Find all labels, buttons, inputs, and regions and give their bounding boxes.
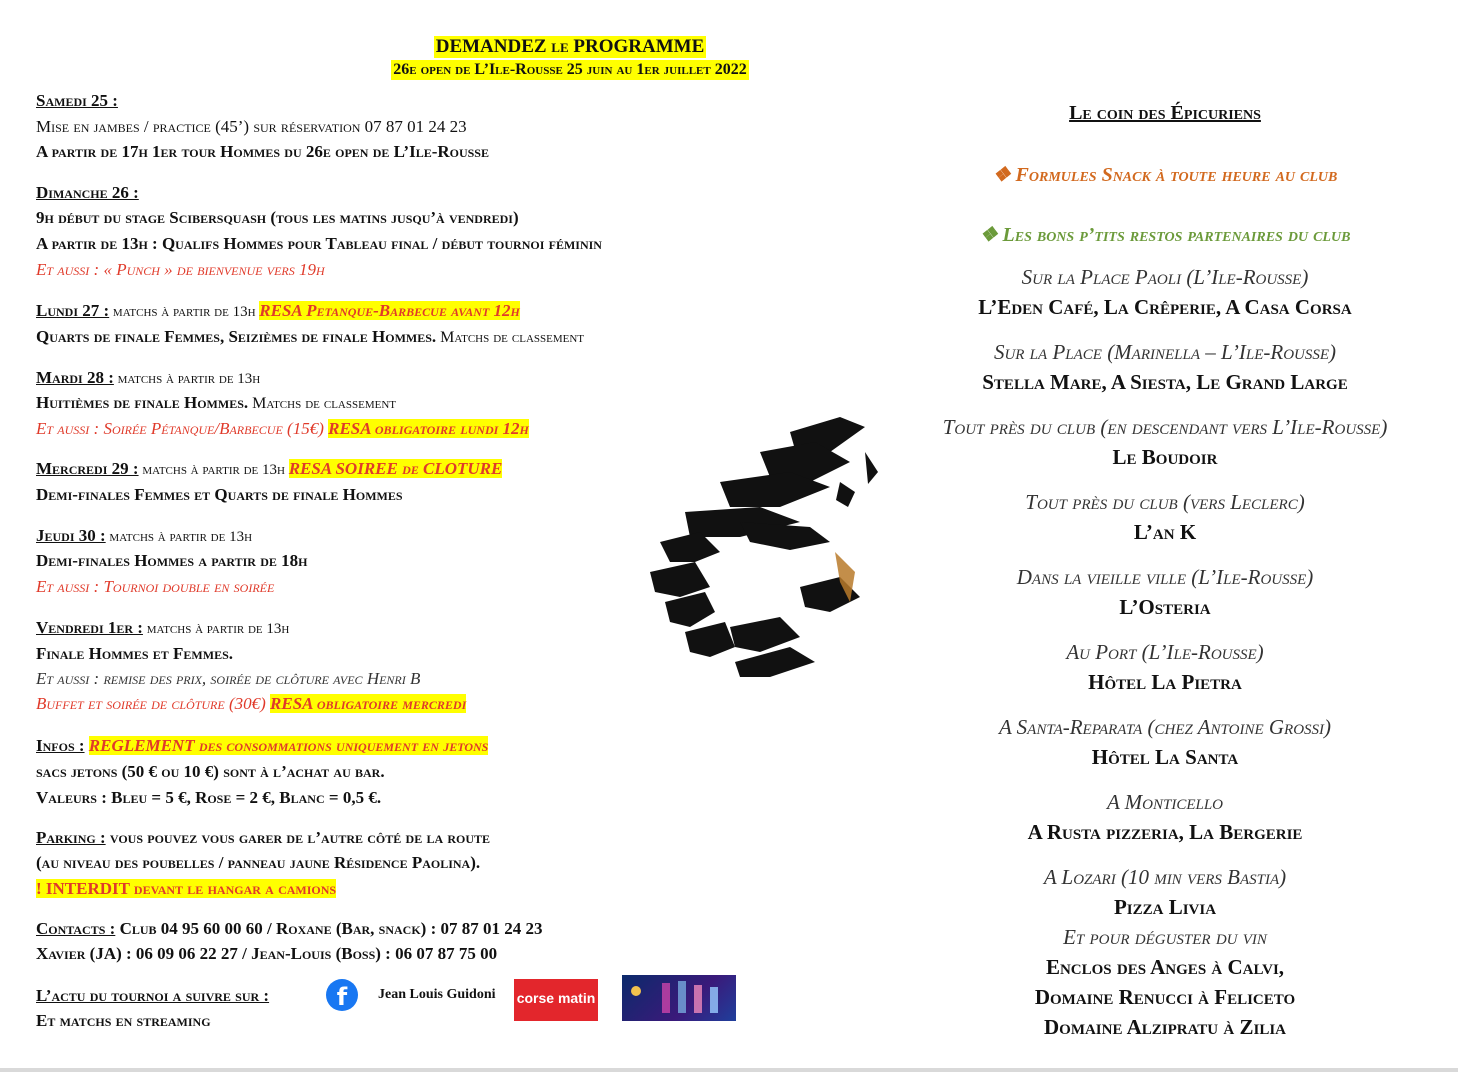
corse-matin-logo[interactable]: corse matin <box>514 979 598 1021</box>
resto-names: Le Boudoir <box>1112 445 1218 469</box>
mercredi-heading: Mercredi 29 : <box>36 459 139 478</box>
diamond-bullet-icon: ❖ <box>992 164 1016 186</box>
mardi-huitiemes: Huitièmes de finale Hommes. <box>36 393 249 412</box>
actu-heading: L’actu du tournoi a suivre sur : <box>36 986 270 1005</box>
contacts-line-2: Xavier (JA) : 06 09 06 22 27 / Jean-Louis (Boss) : 06 07 87 75 00 <box>36 944 498 963</box>
mercredi-detail: matchs à partir de 13h <box>138 462 289 478</box>
mardi-aussi: Et aussi : Soirée Pétanque/Barbecue (15€) <box>36 419 329 438</box>
mardi-classement: Matchs de classement <box>248 395 396 412</box>
facebook-icon[interactable]: f <box>326 979 358 1011</box>
mercredi-line-1 <box>36 458 502 481</box>
parking-line-2: (au niveau des poubelles / panneau jaune Résidence Paolina). <box>36 853 481 872</box>
jeudi-detail: matchs à partir de 13h <box>105 529 253 545</box>
resto-names: L’an K <box>1133 520 1197 544</box>
vendredi-line-1 <box>36 617 289 640</box>
resto-names: Pizza Livia <box>1113 895 1217 919</box>
dimanche-line-1: 9h début du stage Scibersquash (tous les matins jusqu’à vendredi) <box>36 208 519 227</box>
jeudi-line-3: Et aussi : Tournoi double en soirée <box>36 577 275 596</box>
mardi-detail: matchs à partir de 13h <box>113 371 261 387</box>
jeudi-line-1 <box>36 525 252 548</box>
vendredi-heading: Vendredi 1er : <box>36 618 143 637</box>
snack-bullet <box>900 162 1430 187</box>
jeudi-line-2: Demi-finales Hommes a partir de 18h <box>36 551 308 570</box>
mardi-line-3 <box>36 418 529 440</box>
resto-names: L’Osteria <box>1119 595 1211 619</box>
resto-names: Stella Mare, A Siesta, Le Grand Large <box>982 370 1348 394</box>
resto-location: Sur la Place Paoli (L’Ile-Rousse) <box>1021 265 1309 289</box>
lundi-line-2 <box>36 326 584 349</box>
contacts-club: Club 04 95 60 00 60 / Roxane (Bar, snack) : 07 87 01 24 23 <box>115 919 543 938</box>
restos-bullet-text: Les bons p’tits restos partenaires du club <box>1002 224 1351 246</box>
contacts-line-1 <box>36 918 543 940</box>
lundi-resa: RESA Petanque-Barbecue avant 12h <box>259 301 520 320</box>
infos-line-2: sacs jetons (50 € ou 10 €) sont à l’achat au bar. <box>36 762 385 781</box>
resto-names: A Rusta pizzeria, La Bergerie <box>1027 820 1303 844</box>
wine-domaine: Domaine Renucci à Feliceto <box>1034 985 1296 1009</box>
resto-location: Dans la vieille ville (L’Ile-Rousse) <box>1016 565 1314 589</box>
program-header <box>0 36 1140 80</box>
parking-line-1 <box>36 827 490 849</box>
samedi-line-1: Mise en jambes / practice (45’) sur réservation 07 87 01 24 23 <box>36 117 467 136</box>
program-title: DEMANDEZ le PROGRAMME <box>435 36 705 57</box>
lundi-heading: Lundi 27 : <box>36 301 110 320</box>
vendredi-resa: RESA obligatoire mercredi <box>270 694 467 713</box>
infos-reglement: REGLEMENT des consommations uniquement en jetons <box>88 736 489 755</box>
jeudi-heading: Jeudi 30 : <box>36 526 106 545</box>
resto-location: Tout près du club (vers Leclerc) <box>1025 490 1305 514</box>
restos-bullet <box>900 222 1430 247</box>
resto-names: Hôtel La Pietra <box>1088 670 1242 694</box>
mercredi-resa: RESA SOIREE de CLOTURE <box>288 459 503 478</box>
lundi-quarts: Quarts de finale Femmes, Seizièmes de finale Hommes. <box>36 327 437 346</box>
program-subtitle: 26e open de L’Ile-Rousse 25 juin au 1er juillet 2022 <box>393 61 747 78</box>
lundi-line-1 <box>36 300 520 323</box>
dimanche-heading: Dimanche 26 : <box>36 183 139 202</box>
resto-names: Hôtel La Santa <box>1091 745 1239 769</box>
samedi-line-2: A partir de 17h 1er tour Hommes du 26e open de L’Ile-Rousse <box>36 142 489 161</box>
mardi-heading: Mardi 28 : <box>36 368 114 387</box>
resto-location: Tout près du club (en descendant vers L’Ile-Rousse) <box>942 415 1388 439</box>
vendredi-line-4 <box>36 693 466 715</box>
resto-location: Sur la Place (Marinella – L’Ile-Rousse) <box>993 340 1337 364</box>
infos-line-3: Valeurs : Bleu = 5 €, Rose = 2 €, Blanc = 0,5 €. <box>36 788 382 807</box>
resto-location: A Lozari (10 min vers Bastia) <box>1043 865 1287 889</box>
parking-heading: Parking : <box>36 828 106 847</box>
vendredi-buffet: Buffet et soirée de clôture (30€) <box>36 694 271 713</box>
samedi-heading: Samedi 25 : <box>36 91 118 110</box>
mardi-line-1 <box>36 367 260 390</box>
vendredi-line-3: Et aussi : remise des prix, soirée de clôture avec Henri B <box>36 669 421 688</box>
epicuriens-heading: Le coin des Épicuriens <box>1069 102 1261 124</box>
dimanche-line-2: A partir de 13h : Qualifs Hommes pour Tableau final / début tournoi féminin <box>36 234 602 253</box>
mardi-resa: RESA obligatoire lundi 12h <box>328 419 529 438</box>
profile-silhouette-logo <box>640 412 880 702</box>
lundi-detail: matchs à partir de 13h <box>109 304 260 320</box>
vendredi-line-2: Finale Hommes et Femmes. <box>36 644 234 663</box>
mercredi-line-2: Demi-finales Femmes et Quarts de finale Hommes <box>36 485 403 504</box>
parking-detail: vous pouvez vous garer de l’autre côté de la route <box>105 828 491 847</box>
dimanche-line-3: Et aussi : « Punch » de bienvenue vers 19h <box>36 260 325 279</box>
infos-line-1 <box>36 735 488 757</box>
parking-line-3 <box>36 878 336 900</box>
resto-names: L’Eden Café, La Crêperie, A Casa Corsa <box>978 295 1352 319</box>
contacts-heading: Contacts : <box>36 919 116 938</box>
poster-figures <box>622 975 736 1021</box>
resto-location: A Monticello <box>1106 790 1224 814</box>
parking-interdit: ! INTERDIT devant le hangar a camions <box>36 879 337 898</box>
wine-intro: Et pour déguster du vin <box>1063 925 1267 949</box>
diamond-bullet-icon: ❖ <box>979 224 1003 246</box>
vendredi-detail: matchs à partir de 13h <box>142 621 290 637</box>
page-bottom-border <box>0 1068 1458 1072</box>
infos-heading: Infos : <box>36 736 85 755</box>
resto-location: Au Port (L’Ile-Rousse) <box>1066 640 1264 664</box>
facebook-page-name[interactable]: Jean Louis Guidoni <box>378 987 496 1002</box>
wine-domaine: Enclos des Anges à Calvi, <box>1045 955 1285 979</box>
resto-location: A Santa-Reparata (chez Antoine Grossi) <box>998 715 1332 739</box>
actu-streaming: Et matchs en streaming <box>36 1011 211 1030</box>
lundi-classement: Matchs de classement <box>436 329 585 346</box>
snack-bullet-text: Formules Snack à toute heure au club <box>1015 164 1338 186</box>
squash-stream-poster-image[interactable] <box>622 975 736 1021</box>
wine-domaine: Domaine Alzipratu à Zilia <box>1043 1015 1286 1039</box>
mardi-line-2 <box>36 392 396 415</box>
